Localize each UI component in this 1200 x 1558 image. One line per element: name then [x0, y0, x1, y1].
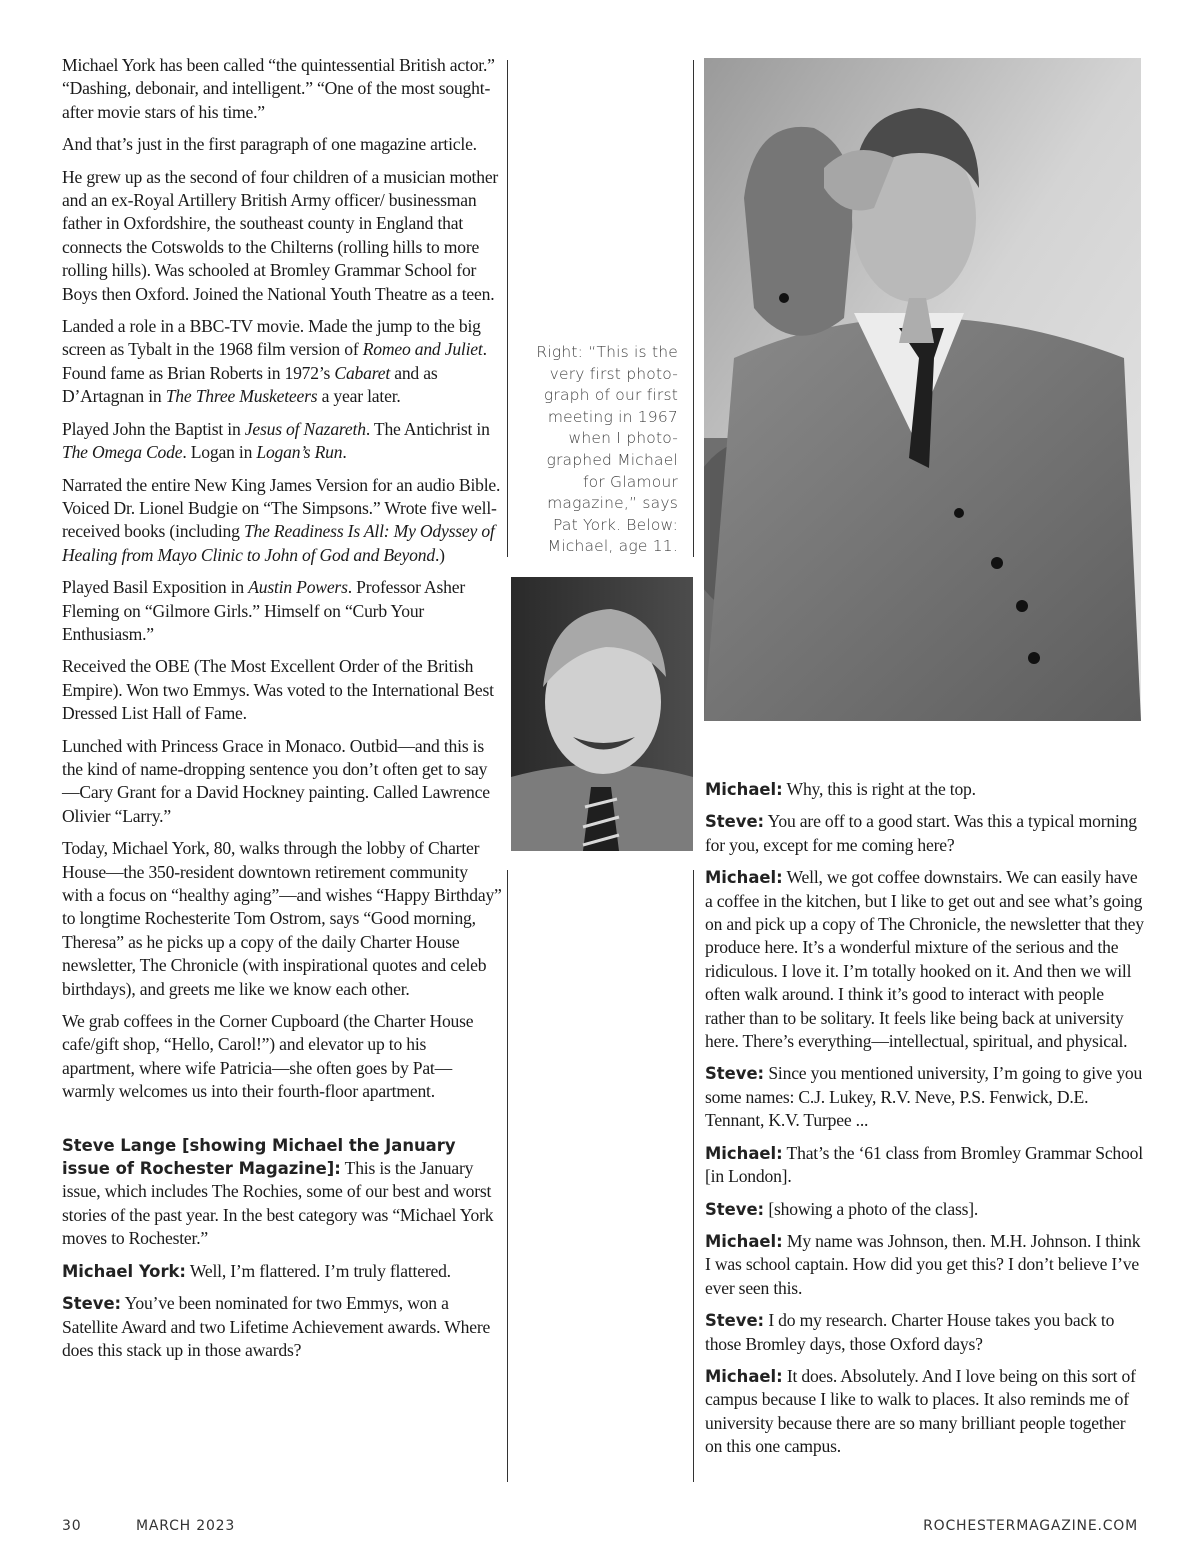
speaker-label: Steve Lange [showing Michael the January issue of Rochester Magazine]: — [62, 1135, 456, 1179]
speaker-text: Why, this is right at the top. — [782, 779, 976, 799]
issue-date: MARCH 2023 — [136, 1518, 236, 1534]
speaker-label: Michael: — [705, 780, 783, 799]
column-rule-left-lower — [507, 870, 508, 1482]
website-url: ROCHESTERMAGAZINE.COM — [923, 1518, 1138, 1534]
page-number: 30 — [62, 1518, 82, 1534]
speaker-label: Michael York: — [62, 1261, 186, 1281]
text-run: Landed a role in a BBC-TV movie. Made the jump to the big screen as Tybalt in the 1968 film version of — [62, 316, 481, 360]
interview-left — [62, 1134, 502, 1363]
article-paragraph — [62, 474, 502, 568]
text-run: And that’s just in the first paragraph of one magazine article. — [62, 134, 477, 155]
speaker-label: Steve: — [705, 812, 765, 832]
interview-right — [705, 778, 1145, 1468]
interview-exchange — [705, 1142, 1145, 1189]
speaker-label: Michael: — [705, 1143, 783, 1163]
text-run: . — [342, 442, 347, 463]
interview-exchange — [705, 1309, 1145, 1356]
article-paragraph — [62, 315, 502, 409]
article-paragraph — [62, 576, 502, 646]
page-footer — [62, 1518, 1138, 1538]
speaker-text: Since you mentioned university, I’m going to give you some names: C.J. Lukey, R.V. Neve, P.S. Fenwick, D.E. Tennant, K.V. Turpee ... — [705, 1063, 1143, 1131]
text-run: . The Antichrist in — [365, 418, 490, 439]
article-paragraph — [62, 1010, 502, 1104]
speaker-label: Michael: — [705, 868, 783, 888]
interview-exchange — [705, 866, 1145, 1053]
title-italic: Romeo and Juliet — [362, 339, 483, 360]
text-run: Received the OBE (The Most Excellent Order of the British Empire). Won two Emmys. Was voted to the International Best Dressed List Hall of Fame. — [62, 656, 494, 724]
photo-michael-york-1967-image — [704, 58, 1141, 721]
speaker-label: Steve: — [62, 1294, 122, 1314]
interview-exchange — [705, 1062, 1145, 1132]
article-paragraph — [62, 54, 502, 124]
speaker-text: That’s the ‘61 class from Bromley Grammar School [in London]. — [705, 1142, 1143, 1187]
text-run: a year later. — [317, 386, 401, 407]
speaker-label: Steve: — [705, 1199, 765, 1219]
column-rule-right-upper — [693, 60, 694, 557]
text-run: We grab coffees in the Corner Cupboard (the Charter House cafe/gift shop, “Hello, Carol!”) and elevator up to his apartment, where wife Patricia—she often goes by Pat—warmly welcomes us into their fourth-floor apartment. — [62, 1011, 474, 1102]
speaker-label: Steve: — [705, 1311, 765, 1331]
text-run: Played Basil Exposition in — [62, 577, 249, 598]
speaker-text: You are off to a good start. Was this a typical morning for you, except for me coming here? — [705, 811, 1137, 855]
speaker-text: My name was Johnson, then. M.H. Johnson. I think I was school captain. How did you get this? I don’t believe I’ve ever seen this. — [705, 1230, 1141, 1298]
article-left-column — [62, 54, 502, 1371]
interview-exchange — [705, 1230, 1145, 1300]
interview-exchange — [705, 1198, 1145, 1221]
photo-michael-age-11 — [511, 577, 693, 851]
interview-exchange — [62, 1134, 502, 1251]
speaker-text: It does. Absolutely. And I love being on this sort of campus because I like to walk to places. It also reminds me of university because there are so many brilliant people together on this one campus. — [705, 1365, 1136, 1457]
title-italic: Cabaret — [334, 362, 391, 383]
photo-caption: Right: “This is the very first photo- graph of our first meeting in 1967 when I photo- graphed Michael for Glamour magazine,” says Pat York. Below: Michael, age 11. — [536, 343, 678, 556]
photo-michael-age-11-image — [511, 577, 693, 851]
title-italic: Austin Powers — [248, 577, 348, 598]
text-run: He grew up as the second of four children of a musician mother and an ex-Royal Artillery British Army officer/ businessman father in Oxfordshire, the southeast county in England that connects the Cotswolds to the Chilterns (rolling hills to more rolling hills). Was schooled at Bromley Grammar School for Boys then Oxford. Joined the National Youth Theatre as a teen. — [62, 166, 499, 304]
column-rule-right-lower — [693, 870, 694, 1482]
text-run: Lunched with Princess Grace in Monaco. Outbid—and this is the kind of name-dropping sentence you don’t often get to say—Cary Grant for a David Hockney painting. Called Lawrence Olivier “Larry.” — [62, 735, 490, 826]
column-rule-left-upper — [507, 60, 508, 557]
interview-exchange — [705, 810, 1145, 857]
speaker-text: Well, I’m flattered. I’m truly flattered. — [185, 1260, 451, 1281]
text-run: . Logan in — [182, 442, 257, 463]
article-paragraph — [62, 837, 502, 1001]
speaker-text: [showing a photo of the class]. — [764, 1198, 979, 1219]
speaker-label: Steve: — [705, 1064, 765, 1084]
article-paragraph — [62, 133, 502, 156]
title-italic: Logan’s Run — [256, 442, 343, 463]
photo-michael-york-1967 — [704, 58, 1141, 721]
interview-exchange — [705, 778, 1145, 801]
article-body — [62, 54, 502, 1104]
text-run: .) — [434, 544, 445, 565]
text-run: . Professor Asher Fleming on “Gilmore Girls.” Himself on “Curb Your Enthusiasm.” — [62, 577, 466, 644]
article-paragraph — [62, 166, 502, 306]
text-run: Narrated the entire New King James Version for an audio Bible. Voiced Dr. Lionel Budgie on “The Simpsons.” Wrote five well-received books (including — [62, 474, 501, 542]
speaker-text: This is the January issue, which includes The Rochies, some of our best and worst stories of the past year. In the best category was “Michael York moves to Rochester.” — [62, 1158, 494, 1249]
text-run: and as D’Artagnan in — [62, 362, 438, 407]
title-italic: The Omega Code — [62, 442, 183, 463]
title-italic: Jesus of Nazareth — [244, 418, 366, 439]
title-italic: The Three Musketeers — [165, 386, 318, 407]
interview-exchange — [705, 1365, 1145, 1459]
text-run: . Found fame as Brian Roberts in 1972’s — [62, 339, 487, 383]
article-paragraph — [62, 735, 502, 829]
article-paragraph — [62, 418, 502, 465]
text-run: Michael York has been called “the quintessential British actor.” “Dashing, debonair, and intelligent.” “One of the most sought-after movie stars of his time.” — [62, 55, 495, 122]
speaker-label: Michael: — [705, 1231, 783, 1251]
speaker-text: I do my research. Charter House takes you back to those Bromley days, those Oxford days? — [705, 1310, 1115, 1354]
article-paragraph — [62, 655, 502, 725]
speaker-label: Michael: — [705, 1366, 783, 1386]
title-italic: The Readiness Is All: My Odyssey of Healing from Mayo Clinic to John of God and Beyond — [62, 521, 495, 565]
speaker-text: You’ve been nominated for two Emmys, won a Satellite Award and two Lifetime Achievement awards. Where does this stack up in those awards? — [62, 1293, 491, 1360]
interview-exchange — [62, 1292, 502, 1362]
interview-exchange — [62, 1260, 502, 1283]
text-run: Played John the Baptist in — [62, 418, 245, 439]
text-run: Today, Michael York, 80, walks through the lobby of Charter House—the 350-resident downtown retirement community with a focus on “healthy aging”—and wishes “Happy Birthday” to longtime Rochesterite Tom Ostrom, says “Good morning, Theresa” as he picks up a copy of the daily Charter House newsletter, The Chronicle (with inspirational quotes and celeb birthdays), and greets me like we know each other. — [62, 838, 502, 999]
speaker-text: Well, we got coffee downstairs. We can easily have a coffee in the kitchen, but I like to get out and see what’s going on and pick up a copy of The Chronicle, the newsletter that they produce here. It’s a wonderful mixture of the serious and the ridiculous. I love it. I’m totally hooked on it. And then we will often walk around. I think it’s good to interact with people rather than to be solitary. It feels like being back at university here. There’s everything—intellectual, spiritual, and physical. — [705, 867, 1144, 1052]
